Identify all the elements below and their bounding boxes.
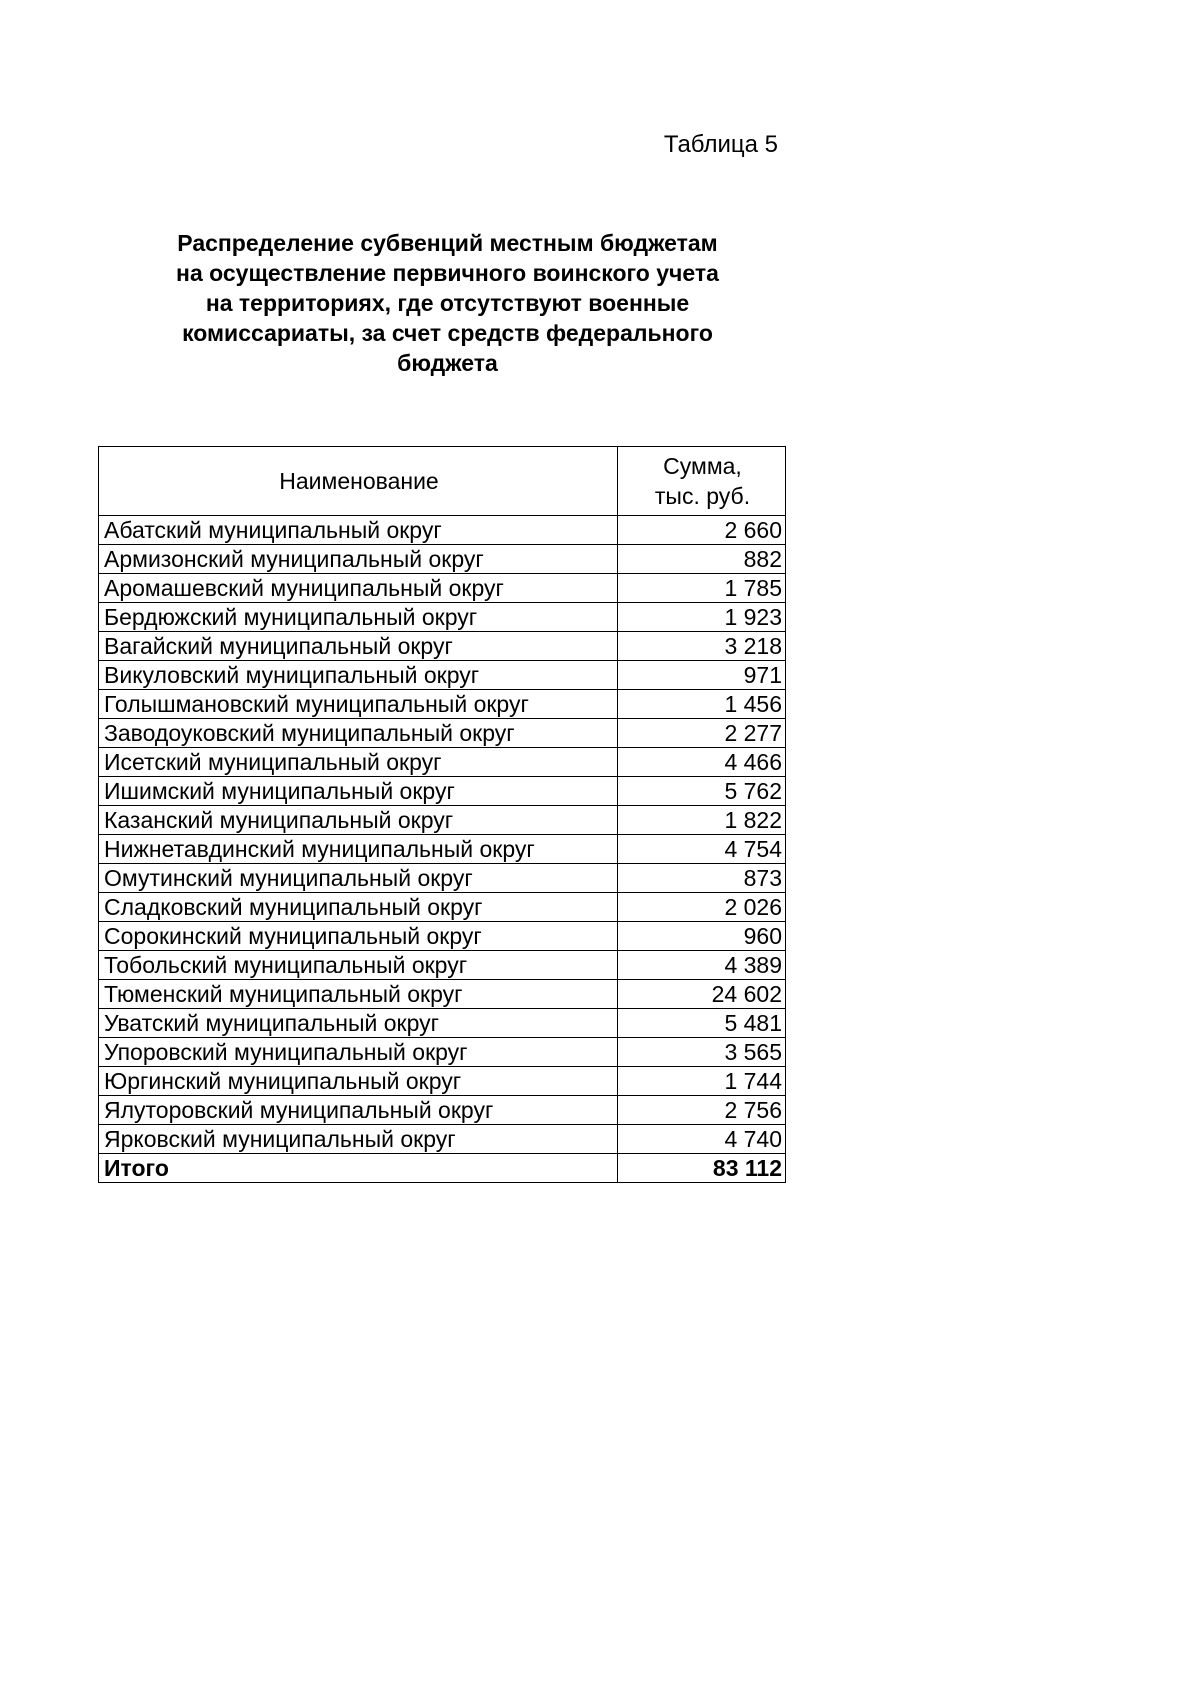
header-sum bbox=[618, 447, 786, 516]
district-sum: 4 740 bbox=[618, 1125, 786, 1154]
table-row bbox=[99, 545, 786, 574]
district-sum: 873 bbox=[618, 864, 786, 893]
district-sum: 3 565 bbox=[618, 1038, 786, 1067]
table-row bbox=[99, 719, 786, 748]
district-name: Исетский муниципальный округ bbox=[99, 748, 618, 777]
district-sum: 1 456 bbox=[618, 690, 786, 719]
table-row bbox=[99, 980, 786, 1009]
table-row bbox=[99, 661, 786, 690]
district-name: Нижнетавдинский муниципальный округ bbox=[99, 835, 618, 864]
total-sum: 83 112 bbox=[618, 1154, 786, 1183]
district-sum: 4 754 bbox=[618, 835, 786, 864]
table-row bbox=[99, 835, 786, 864]
header-name: Наименование bbox=[99, 447, 618, 516]
table-row bbox=[99, 690, 786, 719]
document-title bbox=[100, 228, 795, 378]
table-row bbox=[99, 922, 786, 951]
district-name: Викуловский муниципальный округ bbox=[99, 661, 618, 690]
table-row bbox=[99, 632, 786, 661]
table-row bbox=[99, 1038, 786, 1067]
district-sum: 2 026 bbox=[618, 893, 786, 922]
district-name: Уватский муниципальный округ bbox=[99, 1009, 618, 1038]
district-sum: 5 762 bbox=[618, 777, 786, 806]
title-line: на территориях, где отсутствуют военные bbox=[205, 290, 690, 316]
table-row bbox=[99, 777, 786, 806]
district-sum: 882 bbox=[618, 545, 786, 574]
district-name: Ярковский муниципальный округ bbox=[99, 1125, 618, 1154]
district-name: Армизонский муниципальный округ bbox=[99, 545, 618, 574]
title-line: Распределение субвенций местным бюджетам bbox=[177, 230, 718, 256]
table-row bbox=[99, 1067, 786, 1096]
district-name: Аромашевский муниципальный округ bbox=[99, 574, 618, 603]
table-row bbox=[99, 864, 786, 893]
title-line: на осуществление первичного воинского учета bbox=[176, 260, 719, 286]
table-row bbox=[99, 951, 786, 980]
district-sum: 3 218 bbox=[618, 632, 786, 661]
table-header-row bbox=[99, 447, 786, 516]
district-name: Юргинский муниципальный округ bbox=[99, 1067, 618, 1096]
title-line: бюджета bbox=[397, 350, 498, 376]
district-sum: 24 602 bbox=[618, 980, 786, 1009]
table-row bbox=[99, 1096, 786, 1125]
district-name: Вагайский муниципальный округ bbox=[99, 632, 618, 661]
district-sum: 2 756 bbox=[618, 1096, 786, 1125]
district-name: Голышмановский муниципальный округ bbox=[99, 690, 618, 719]
header-sum-line1: Сумма, bbox=[663, 453, 742, 479]
table-row bbox=[99, 516, 786, 545]
district-name: Ишимский муниципальный округ bbox=[99, 777, 618, 806]
table-number-label: Таблица 5 bbox=[663, 131, 778, 158]
district-name: Сорокинский муниципальный округ bbox=[99, 922, 618, 951]
district-sum: 1 923 bbox=[618, 603, 786, 632]
table-row bbox=[99, 748, 786, 777]
district-sum: 1 744 bbox=[618, 1067, 786, 1096]
district-sum: 1 785 bbox=[618, 574, 786, 603]
district-sum: 4 466 bbox=[618, 748, 786, 777]
table-row bbox=[99, 1009, 786, 1038]
table-row bbox=[99, 893, 786, 922]
district-sum: 2 660 bbox=[618, 516, 786, 545]
table-row bbox=[99, 806, 786, 835]
district-name: Омутинский муниципальный округ bbox=[99, 864, 618, 893]
district-name: Абатский муниципальный округ bbox=[99, 516, 618, 545]
district-name: Ялуторовский муниципальный округ bbox=[99, 1096, 618, 1125]
total-label: Итого bbox=[99, 1154, 618, 1183]
header-sum-line2: тыс. руб. bbox=[654, 483, 751, 509]
district-sum: 5 481 bbox=[618, 1009, 786, 1038]
table-row bbox=[99, 574, 786, 603]
district-name: Упоровский муниципальный округ bbox=[99, 1038, 618, 1067]
district-name: Казанский муниципальный округ bbox=[99, 806, 618, 835]
district-name: Бердюжский муниципальный округ bbox=[99, 603, 618, 632]
table-row bbox=[99, 1125, 786, 1154]
district-name: Заводоуковский муниципальный округ bbox=[99, 719, 618, 748]
district-sum: 1 822 bbox=[618, 806, 786, 835]
district-name: Сладковский муниципальный округ bbox=[99, 893, 618, 922]
district-name: Тюменский муниципальный округ bbox=[99, 980, 618, 1009]
table-row bbox=[99, 603, 786, 632]
subvention-table bbox=[98, 446, 786, 1183]
table-body bbox=[99, 516, 786, 1183]
title-line: комиссариаты, за счет средств федерального bbox=[182, 320, 713, 346]
district-sum: 4 389 bbox=[618, 951, 786, 980]
district-sum: 2 277 bbox=[618, 719, 786, 748]
district-sum: 960 bbox=[618, 922, 786, 951]
district-sum: 971 bbox=[618, 661, 786, 690]
total-row bbox=[99, 1154, 786, 1183]
district-name: Тобольский муниципальный округ bbox=[99, 951, 618, 980]
